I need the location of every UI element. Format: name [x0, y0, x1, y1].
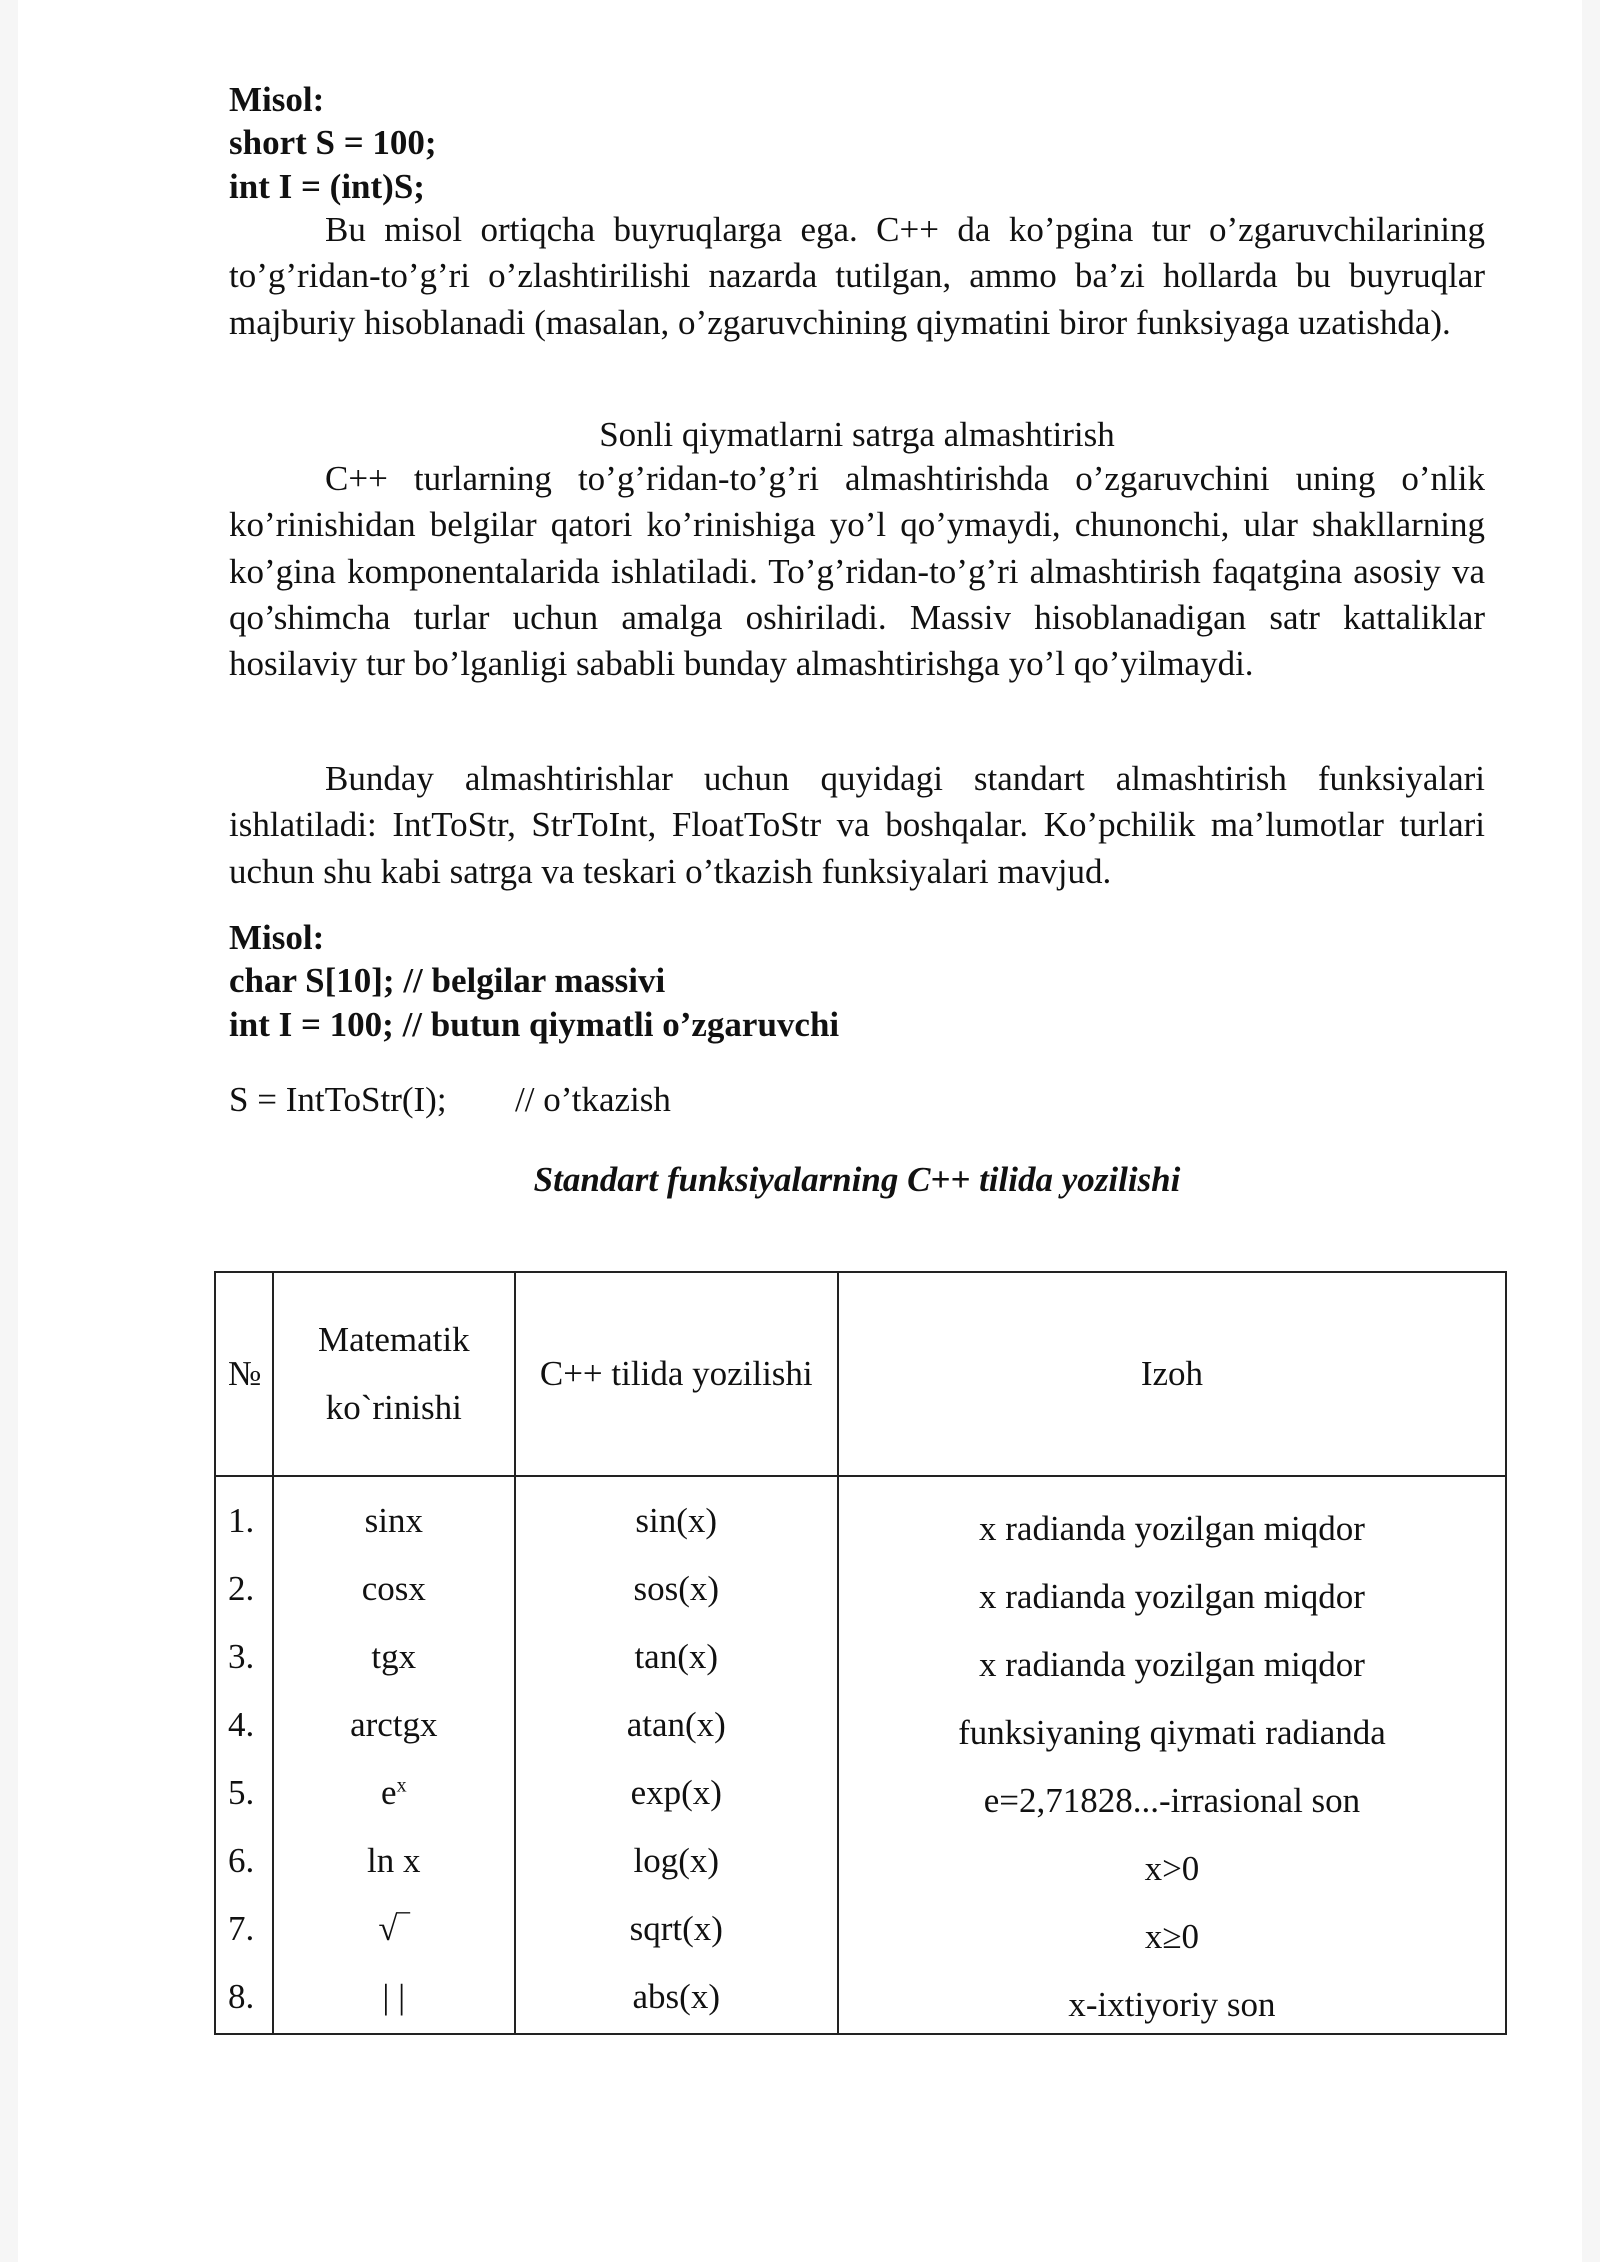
math-form: tgx	[371, 1637, 417, 1676]
note-text: x>0	[1144, 1849, 1200, 1888]
row-number: 4.	[228, 1705, 255, 1744]
note-text: x radianda yozilgan miqdor	[979, 1577, 1365, 1616]
math-column	[273, 1476, 515, 2034]
section-title: Sonli qiymatlarni satrga almashtirish	[599, 415, 1115, 454]
paragraph-2: C++ turlarning to’g’ridan-to’g’ri almashtirishda o’zgaruvchini uning o’nlik ko’rinishidan belgilar qatori ko’rinishiga yo’l qo’ymaydi, chunonchi, ular shakllarning ko’gina komponentalarida ishlatiladi. To’g’ridan-to’g’ri almashtirish faqatgina asosiy va qo’shimcha turlar uchun amalga oshiriladi. Massiv hisoblanadigan satr kattaliklar hosilaviy tur bo’lganligi sababli bunday almashtirishga yo’l qo’yilmaydi.	[229, 459, 1485, 684]
header-math-line1: Matematik	[317, 1320, 470, 1359]
header-note: Izoh	[838, 1272, 1506, 1476]
cpp-function: exp(x)	[630, 1773, 722, 1812]
math-form: cosx	[361, 1569, 426, 1608]
table-body-row	[215, 1476, 1506, 2034]
math-form: ln x	[367, 1841, 421, 1880]
example2-statement-comment: // o’tkazish	[515, 1080, 671, 1119]
example1-code-line2: int I = (int)S;	[229, 167, 425, 206]
math-base: e	[381, 1773, 397, 1812]
cpp-function: tan(x)	[634, 1637, 719, 1676]
cpp-column	[515, 1476, 838, 2034]
note-text: x≥0	[1144, 1917, 1200, 1956]
cpp-function: sos(x)	[633, 1569, 720, 1608]
note-text: x-ixtiyoriy son	[1068, 1985, 1276, 2024]
note-text: funksiyaning qiymati radianda	[958, 1713, 1386, 1752]
row-number: 1.	[228, 1501, 255, 1540]
table-caption: Standart funksiyalarning C++ tilida yozilishi	[533, 1160, 1181, 1199]
math-superscript: x	[396, 1774, 407, 1797]
row-number: 7.	[228, 1909, 255, 1948]
example2-statement: S = IntToStr(I);	[229, 1080, 447, 1119]
example2-code-line2: int I = 100; // butun qiymatli o’zgaruvchi	[229, 1005, 840, 1044]
example1-heading: Misol:	[229, 80, 325, 119]
page-margin-left	[0, 0, 18, 2262]
cpp-function: log(x)	[633, 1841, 720, 1880]
example2-heading: Misol:	[229, 918, 325, 957]
header-number: №	[215, 1272, 273, 1476]
note-column	[838, 1476, 1506, 2034]
sqrt-symbol: √‾	[378, 1909, 410, 1948]
math-form: sinx	[364, 1501, 423, 1540]
page-margin-right	[1582, 0, 1600, 2262]
header-math-form	[273, 1272, 515, 1476]
cpp-function: sqrt(x)	[629, 1909, 723, 1948]
note-text: e=2,71828...-irrasional son	[983, 1781, 1361, 1820]
number-column	[215, 1476, 273, 2034]
cpp-function: abs(x)	[632, 1977, 720, 2016]
paragraph-1: Bu misol ortiqcha buyruqlarga ega. C++ da ko’pgina tur o’zgaruvchilarining to’g’ridan-to’g’ri o’zlashtirilishi nazarda tutilgan, ammo ba’zi hollarda bu buyruqlar majburiy hisoblanadi (masalan, o’zgaruvchining qiymatini biror funksiyaga uzatishda).	[229, 210, 1485, 342]
cpp-function: atan(x)	[626, 1705, 726, 1744]
abs-symbol: | |	[382, 1977, 406, 2016]
functions-table	[214, 1271, 1507, 2035]
row-number: 5.	[228, 1773, 255, 1812]
row-number: 3.	[228, 1637, 255, 1676]
paragraph-3: Bunday almashtirishlar uchun quyidagi standart almashtirish funksiyalari ishlatiladi: IntToStr, StrToInt, FloatToStr va boshqalar. Ko’pchilik ma’lumotlar turlari uchun shu kabi satrga va teskari o’tkazish funksiyalari mavjud.	[229, 759, 1485, 891]
header-math-line2: ko`rinishi	[325, 1388, 462, 1427]
cpp-function: sin(x)	[635, 1501, 718, 1540]
math-form-exponent	[274, 1759, 514, 1827]
note-text: x radianda yozilgan miqdor	[979, 1509, 1365, 1548]
row-number: 6.	[228, 1841, 255, 1880]
row-number: 8.	[228, 1977, 255, 2016]
row-number: 2.	[228, 1569, 255, 1608]
math-form: arctgx	[350, 1705, 438, 1744]
table-header-row	[215, 1272, 1506, 1476]
example1-code-line1: short S = 100;	[229, 123, 437, 162]
header-cpp: C++ tilida yozilishi	[515, 1272, 838, 1476]
example2-code-line1: char S[10]; // belgilar massivi	[229, 961, 666, 1000]
note-text: x radianda yozilgan miqdor	[979, 1645, 1365, 1684]
